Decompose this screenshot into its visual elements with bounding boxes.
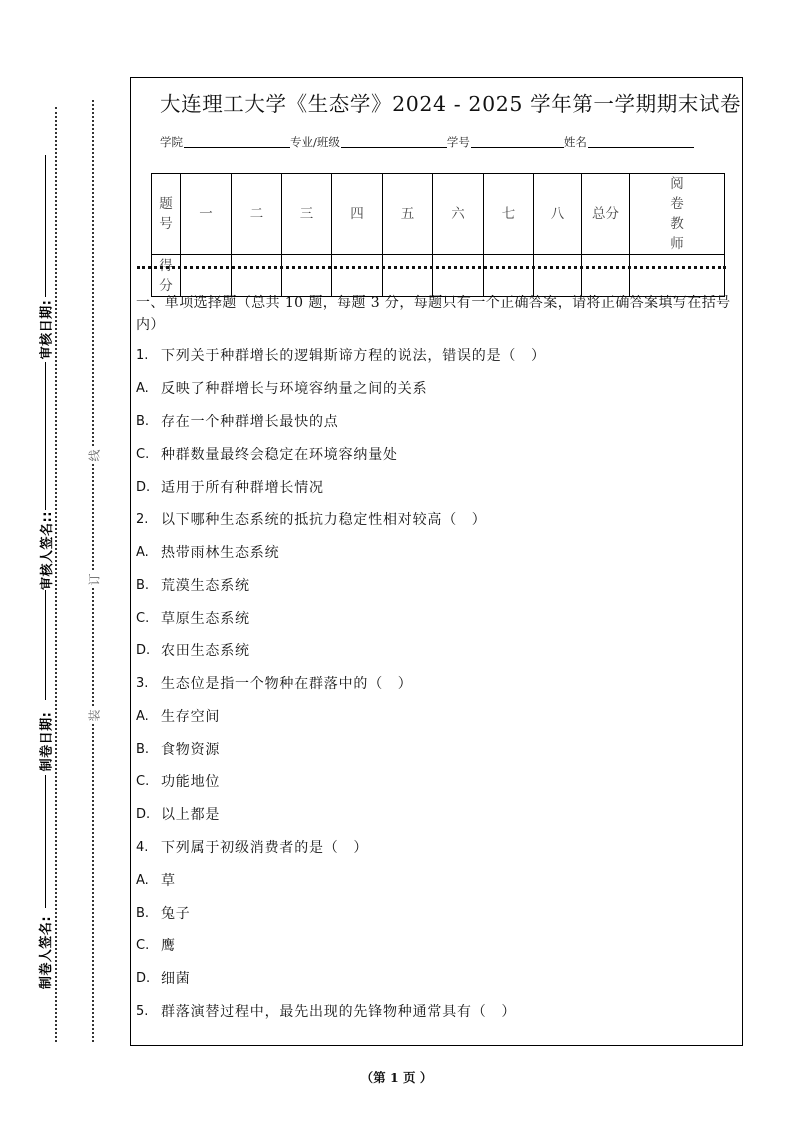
option-text: 兔子 [161,906,191,922]
question-text: 群落演替过程中，最先出现的先锋物种通常具有（ ） [161,1004,517,1020]
question-number: 5. [136,1003,149,1019]
page-number: （第 1 页 ） [360,1070,433,1085]
option-key: D. [136,970,151,986]
option-item[interactable] [136,935,176,955]
college-label: 学院 [160,135,183,149]
option-item[interactable] [136,640,250,660]
option-text: 反映了种群增长与环境容纳量之间的关系 [161,381,428,397]
question-text: 下列属于初级消费者的是（ ） [161,840,369,856]
college-field[interactable] [184,133,290,148]
option-text: 荒漠生态系统 [161,578,250,594]
question-3 [136,673,413,693]
option-text: 适用于所有种群增长情况 [161,480,324,496]
signature-line [45,590,46,700]
option-key: D. [136,479,151,495]
name-label: 姓名 [563,135,587,149]
option-item[interactable] [136,444,398,464]
binding-char-bind: 装 [85,706,103,724]
question-text: 下列关于种群增长的逻辑斯谛方程的说法，错误的是（ ） [161,348,546,364]
score-cell[interactable] [332,255,383,297]
col-header: 八 [534,174,582,255]
row-header-score: 得分 [152,255,181,297]
question-1 [136,345,546,365]
question-4 [136,837,368,857]
option-key: B. [136,577,150,593]
option-text: 细菌 [161,971,191,987]
option-item[interactable] [136,903,191,923]
option-text: 农田生态系统 [161,643,250,659]
score-cell[interactable] [181,255,232,297]
option-item[interactable] [136,739,220,759]
option-text: 以上都是 [161,807,221,823]
option-text: 存在一个种群增长最快的点 [161,414,339,430]
major-class-label: 专业/班级 [290,135,340,149]
option-key: C. [136,937,150,953]
option-item[interactable] [136,378,427,398]
option-key: B. [136,905,150,921]
score-cell[interactable] [232,255,282,297]
option-item[interactable] [136,968,191,988]
signature-line [45,362,46,510]
paper-date-label: 制卷日期: [39,711,55,771]
question-2 [136,509,487,529]
question-number: 2. [136,511,149,527]
option-text: 功能地位 [161,774,221,790]
dotted-separator [137,266,726,269]
option-text: 食物资源 [161,742,221,758]
col-header: 二 [232,174,282,255]
section-heading: 一、单项选择题（总共 10 题，每题 3 分，每题只有一个正确答案，请将正确答案填写在括号内） [136,295,731,333]
col-header: 四 [332,174,383,255]
option-text: 生存空间 [161,709,221,725]
col-header: 七 [484,174,534,255]
option-key: C. [136,773,150,789]
reviewer-signature-label: 审核人签名:: [39,510,55,590]
option-key: D. [136,806,151,822]
option-key: A. [136,872,149,888]
score-cell[interactable] [433,255,484,297]
option-item[interactable] [136,804,220,824]
option-key: A. [136,380,149,396]
option-item[interactable] [136,706,220,726]
binding-dotted-line-inner [55,107,57,1042]
option-key: A. [136,544,149,560]
col-header: 五 [383,174,433,255]
option-key: C. [136,446,150,462]
major-class-field[interactable] [341,133,447,148]
question-number: 1. [136,347,149,363]
signature-line [45,155,46,297]
option-text: 草 [161,873,176,889]
option-key: C. [136,610,150,626]
option-key: D. [136,642,151,658]
option-text: 鹰 [161,938,176,954]
option-item[interactable] [136,870,176,890]
col-header: 一 [181,174,232,255]
option-item[interactable] [136,542,279,562]
option-key: A. [136,708,149,724]
option-item[interactable] [136,575,250,595]
binding-char-line: 线 [85,446,103,464]
col-header: 六 [433,174,484,255]
score-cell[interactable] [383,255,433,297]
review-date-label: 审核日期: [39,299,55,360]
score-cell[interactable] [282,255,332,297]
question-number: 4. [136,839,149,855]
score-row [152,255,725,297]
option-text: 热带雨林生态系统 [161,545,280,561]
col-header: 三 [282,174,332,255]
question-number: 3. [136,675,149,691]
option-text: 种群数量最终会稳定在环境容纳量处 [161,447,398,463]
student-id-label: 学号 [446,135,470,149]
question-text: 生态位是指一个物种在群落中的（ ） [161,676,413,692]
total-score-cell[interactable] [582,255,630,297]
row-header-question-number: 题号 [152,174,181,255]
score-cell[interactable] [484,255,534,297]
exam-title: 大连理工大学《生态学》2024 - 2025 学年第一学期期末试卷 [160,92,742,116]
option-item[interactable] [136,608,250,628]
student-info-row [160,130,694,150]
grader-cell[interactable] [630,255,725,297]
score-table [151,173,725,297]
option-item[interactable] [136,771,220,791]
col-header-grader: 阅卷教师 [630,174,725,255]
option-text: 草原生态系统 [161,611,250,627]
paper-author-signature-label: 制卷人签名: [39,915,55,989]
option-key: B. [136,413,150,429]
question-number-row [152,174,725,255]
name-field[interactable] [588,133,694,148]
score-cell[interactable] [534,255,582,297]
question-text: 以下哪种生态系统的抵抗力稳定性相对较高（ ） [161,512,487,528]
question-5 [136,1001,516,1021]
option-item[interactable] [136,477,324,497]
student-id-field[interactable] [471,133,564,148]
signature-line [45,775,46,908]
binding-char-staple: 订 [85,570,103,588]
col-header-total: 总分 [582,174,630,255]
option-key: B. [136,741,150,757]
option-item[interactable] [136,411,339,431]
